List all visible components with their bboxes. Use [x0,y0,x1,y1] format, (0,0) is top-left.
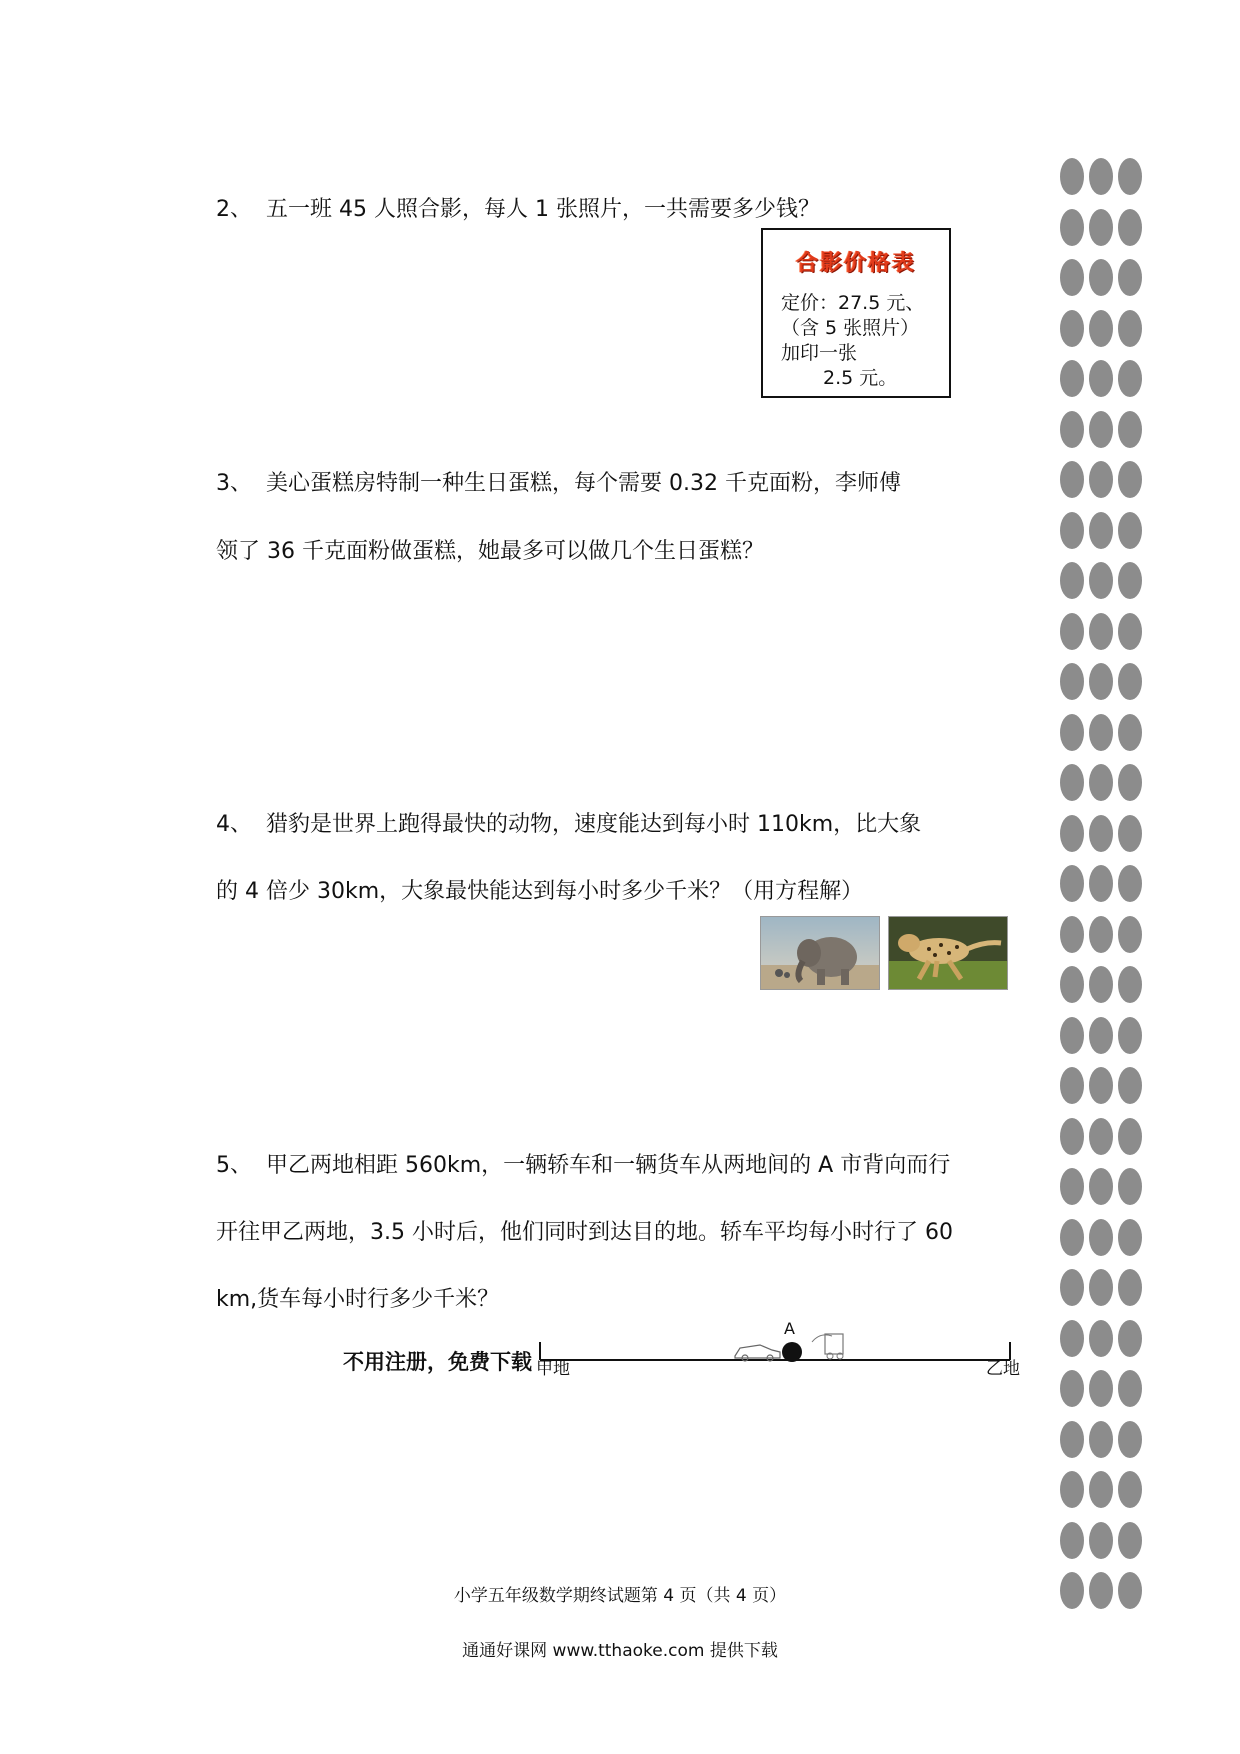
decorative-dot [1118,461,1142,498]
distance-diagram [0,1320,1240,1380]
cheetah-photo [888,916,1008,990]
decorative-dot [1118,1421,1142,1458]
decorative-dot [1118,663,1142,700]
decorative-dot [1118,158,1142,195]
decorative-dot [1089,158,1113,195]
decorative-dot [1089,1471,1113,1508]
question-5-continued: 开往甲乙两地，3.5 小时后，他们同时到达目的地。轿车平均每小时行了 60 [216,1220,953,1245]
decorative-dot [1089,1522,1113,1559]
decorative-dot [1060,916,1084,953]
question-4-continued: 的 4 倍少 30km，大象最快能达到每小时多少千米？（用方程解） [216,879,864,904]
decorative-dot [1118,1118,1142,1155]
decorative-dot [1118,916,1142,953]
decorative-dot [1060,815,1084,852]
question-number: 3、 [216,471,252,496]
decorative-dot [1089,1067,1113,1104]
decorative-dot [1118,1269,1142,1306]
decorative-dot [1089,360,1113,397]
question-5-continued: km,货车每小时行多少千米？ [216,1287,500,1312]
decorative-dot [1060,310,1084,347]
decorative-dot [1089,663,1113,700]
decorative-dot [1118,865,1142,902]
source-credit: 通通好课网 www.tthaoke.com 提供下载 [462,1641,778,1661]
decorative-dot [1089,714,1113,751]
download-slogan: 不用注册，免费下载 [343,1350,532,1374]
decorative-dot [1089,815,1113,852]
decorative-dot [1060,512,1084,549]
price-line: 2.5 元。 [823,367,898,389]
decorative-dot [1060,1168,1084,1205]
decorative-dot [1089,916,1113,953]
page-info: 小学五年级数学期终试题第 4 页（共 4 页） [453,1586,787,1606]
question-text: 五一班 45 人照合影，每人 1 张照片，一共需要多少钱？ [266,197,820,222]
question-number: 4、 [216,812,252,837]
decorative-dot [1060,1421,1084,1458]
decorative-dot [1118,764,1142,801]
question-3 [216,469,901,499]
decorative-dot [1089,966,1113,1003]
question-text: 猎豹是世界上跑得最快的动物，速度能达到每小时 110km，比大象 [266,812,922,837]
decorative-dot [1089,1421,1113,1458]
decorative-dot [1089,1118,1113,1155]
decorative-dot [1089,512,1113,549]
decorative-dot [1060,562,1084,599]
question-text: 甲乙两地相距 560km，一辆轿车和一辆货车从两地间的 A 市背向而行 [266,1153,951,1178]
decorative-dot [1118,1017,1142,1054]
point-a-label: A [784,1319,795,1338]
truck-icon [812,1334,843,1359]
decorative-dot [1089,310,1113,347]
decorative-dot [1060,158,1084,195]
question-number: 5、 [216,1153,252,1178]
question-text: 美心蛋糕房特制一种生日蛋糕，每个需要 0.32 千克面粉，李师傅 [266,471,901,496]
decorative-dot [1118,1320,1142,1357]
decorative-dot [1089,411,1113,448]
decorative-dot [1089,764,1113,801]
decorative-dot [1118,259,1142,296]
decorative-dot [1089,865,1113,902]
decorative-dot [1118,1471,1142,1508]
decorative-dot [1118,310,1142,347]
decorative-dot [1060,411,1084,448]
decorative-dot [1089,1017,1113,1054]
decorative-dot [1118,966,1142,1003]
car-icon [735,1345,780,1361]
decorative-dot [1118,1370,1142,1407]
decorative-dot [1118,562,1142,599]
decorative-dot [1060,1118,1084,1155]
start-label: 甲地 [536,1359,570,1379]
decorative-dot [1089,1219,1113,1256]
decorative-dot [1060,1522,1084,1559]
price-table-title: 合影价格表 [795,250,916,276]
decorative-dot [1089,1269,1113,1306]
decorative-dot [1118,1219,1142,1256]
decorative-dot [1060,461,1084,498]
price-table-box [761,228,951,398]
decorative-dot [1118,1522,1142,1559]
decorative-dot [1118,714,1142,751]
decorative-dot [1089,1168,1113,1205]
question-5 [216,1151,950,1181]
decorative-dot [1060,966,1084,1003]
decorative-dot [1089,613,1113,650]
decorative-dot [1118,613,1142,650]
decorative-dot [1060,663,1084,700]
decorative-dot [1089,461,1113,498]
decorative-dot [1060,1320,1084,1357]
price-line: 定价：27.5 元、 [781,292,925,314]
decorative-dot [1060,1269,1084,1306]
decorative-dot [1118,512,1142,549]
question-4 [216,810,921,840]
decorative-dot [1089,562,1113,599]
decorative-dot-column [1060,0,1150,1754]
decorative-dot [1060,360,1084,397]
decorative-dot [1089,209,1113,246]
decorative-dot [1118,815,1142,852]
decorative-dot [1060,613,1084,650]
decorative-dot [1060,1219,1084,1256]
decorative-dot [1118,1168,1142,1205]
elephant-photo [760,916,880,990]
decorative-dot [1060,1370,1084,1407]
decorative-dot [1060,259,1084,296]
price-line: 加印一张 [781,342,858,364]
decorative-dot [1118,1067,1142,1104]
decorative-dot [1060,865,1084,902]
decorative-dot [1089,259,1113,296]
price-line: （含 5 张照片） [781,317,920,339]
decorative-dot [1089,1320,1113,1357]
decorative-dot [1060,1471,1084,1508]
question-3-continued: 领了 36 千克面粉做蛋糕，她最多可以做几个生日蛋糕？ [216,539,764,564]
decorative-dot [1060,1017,1084,1054]
decorative-dot [1118,360,1142,397]
decorative-dot [1060,209,1084,246]
decorative-dot [1118,411,1142,448]
question-number: 2、 [216,197,252,222]
decorative-dot [1118,209,1142,246]
end-label: 乙地 [986,1359,1020,1379]
decorative-dot [1060,714,1084,751]
question-2 [216,195,820,225]
decorative-dot [1089,1370,1113,1407]
decorative-dot [1060,1067,1084,1104]
decorative-dot [1060,764,1084,801]
